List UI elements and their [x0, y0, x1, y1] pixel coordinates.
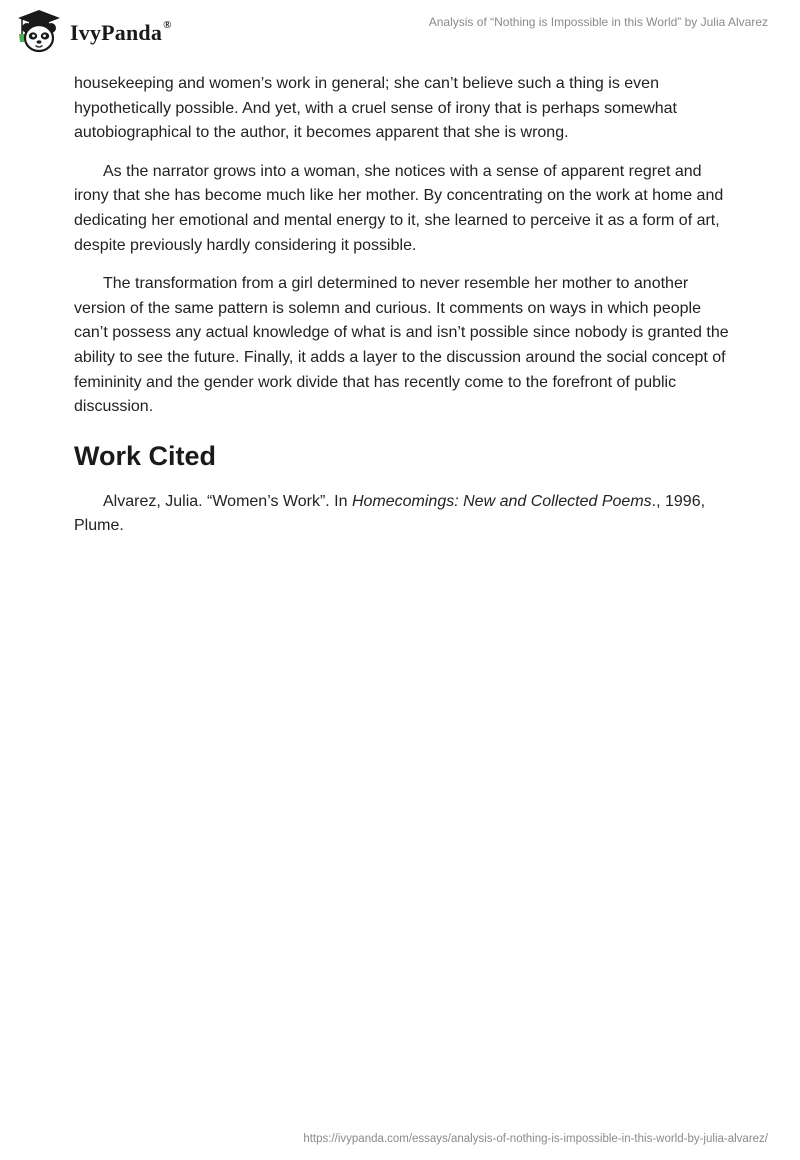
- brand-name: [70, 20, 172, 46]
- citation-author: Alvarez, Julia. “Women’s Work”. In: [103, 492, 352, 510]
- brand-name-text: IvyPanda: [70, 20, 163, 45]
- ivypanda-logo[interactable]: [14, 7, 172, 55]
- registered-mark: ®: [163, 18, 172, 31]
- essay-body: [74, 72, 734, 539]
- paragraph-continued: housekeeping and women’s work in general; she can’t believe such a thing is even hypothetically possible. And yet, with a cruel sense of irony that is perhaps somewhat autobiographical to the author, it becomes apparent that she is wrong.: [74, 75, 677, 142]
- paragraph: As the narrator grows into a woman, she notices with a sense of apparent regret and irony that she has become much like her mother. By concentrating on the work at home and dedicating her emotional and mental energy to it, she learned to perceive it as a form of art, despite previously hardly considering it possible.: [74, 162, 724, 254]
- paragraph: The transformation from a girl determined to never resemble her mother to another version of the same pattern is solemn and curious. It comments on ways in which people can’t possess any actual knowledge of what is and isn’t possible since nobody is granted the ability to see the future. Finally, it adds a layer to the discussion around the social concept of femininity and the gender work divide that has recently come to the forefront of public discussion.: [74, 275, 729, 416]
- source-url[interactable]: https://ivypanda.com/essays/analysis-of-nothing-is-impossible-in-this-world-by-julia-alvarez/: [303, 1133, 768, 1145]
- page-header: [0, 0, 800, 64]
- panda-graduate-icon: [14, 8, 64, 54]
- citation-entry: [74, 490, 734, 539]
- works-cited-heading: Work Cited: [74, 440, 217, 471]
- citation-publication: ., 1996, Plume.: [74, 492, 706, 535]
- citation-book-title: Homecomings: New and Collected Poems: [351, 492, 652, 510]
- running-title: Analysis of “Nothing is Impossible in this World” by Julia Alvarez: [428, 15, 768, 29]
